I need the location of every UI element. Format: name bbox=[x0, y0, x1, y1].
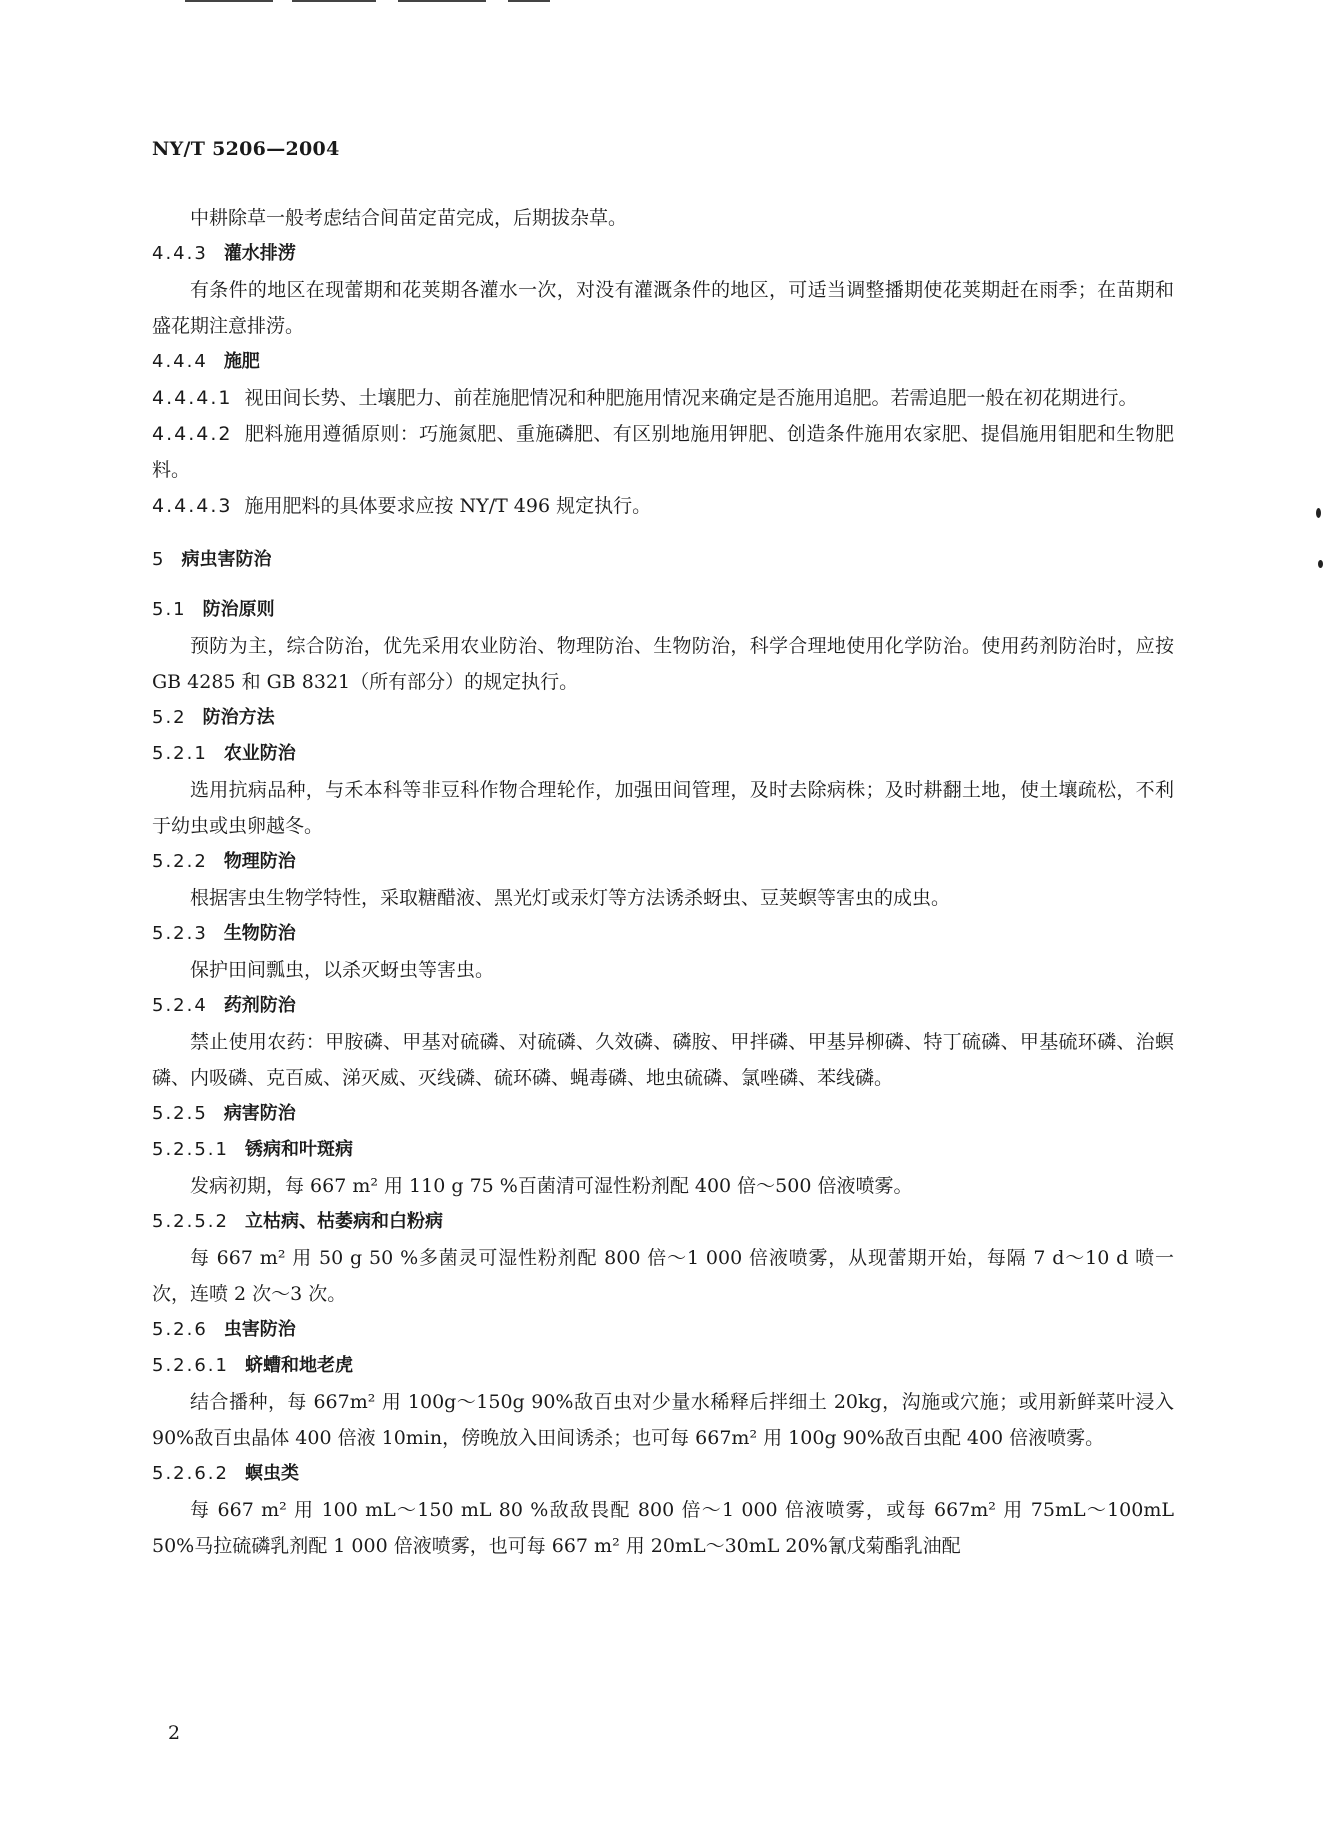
heading-title: 病害防治 bbox=[223, 1103, 296, 1124]
subsection-heading bbox=[152, 916, 1174, 952]
clause-number: 4.4.4.1 bbox=[152, 387, 233, 409]
numbered-clause bbox=[152, 488, 1174, 524]
heading-title: 蛴螬和地老虎 bbox=[244, 1355, 353, 1376]
heading-number: 5.2.5.2 bbox=[152, 1211, 229, 1232]
heading-number: 5.2.6.1 bbox=[152, 1355, 229, 1376]
paragraph: 禁止使用农药：甲胺磷、甲基对硫磷、对硫磷、久效磷、磷胺、甲拌磷、甲基异柳磷、特丁硫磷、甲基硫环磷、治螟磷、内吸磷、克百威、涕灭威、灭线磷、硫环磷、蝇毒磷、地虫硫磷、氯唑磷、苯线磷。 bbox=[152, 1031, 1174, 1089]
heading-title: 施肥 bbox=[223, 351, 260, 372]
heading-number: 5.2 bbox=[152, 707, 187, 728]
paragraph: 有条件的地区在现蕾期和花荚期各灌水一次，对没有灌溉条件的地区，可适当调整播期使花荚期赶在雨季；在苗期和盛花期注意排涝。 bbox=[152, 279, 1174, 337]
paragraph: 中耕除草一般考虑结合间苗定苗完成，后期拔杂草。 bbox=[190, 207, 628, 229]
page-number: 2 bbox=[168, 1722, 181, 1744]
heading-title: 防治方法 bbox=[202, 707, 275, 728]
numbered-clause bbox=[152, 416, 1174, 488]
scan-mark bbox=[398, 0, 486, 2]
subsection-heading bbox=[152, 1456, 1174, 1492]
subsection-heading bbox=[152, 236, 1174, 272]
heading-title: 虫害防治 bbox=[223, 1319, 296, 1340]
scan-mark bbox=[508, 0, 550, 2]
subsection-heading bbox=[152, 1312, 1174, 1348]
subsection-heading bbox=[152, 1348, 1174, 1384]
heading-number: 5.1 bbox=[152, 599, 187, 620]
subsection-heading bbox=[152, 700, 1174, 736]
heading-number: 5.2.5.1 bbox=[152, 1139, 229, 1160]
document-body bbox=[152, 200, 1174, 1564]
heading-title: 农业防治 bbox=[223, 743, 296, 764]
subsection-heading bbox=[152, 844, 1174, 880]
paragraph: 预防为主，综合防治，优先采用农业防治、物理防治、生物防治，科学合理地使用化学防治。使用药剂防治时，应按 GB 4285 和 GB 8321（所有部分）的规定执行。 bbox=[152, 635, 1174, 693]
heading-title: 病虫害防治 bbox=[181, 549, 272, 570]
subsection-heading bbox=[152, 344, 1174, 380]
heading-number: 5.2.3 bbox=[152, 923, 208, 944]
heading-number: 5.2.5 bbox=[152, 1103, 208, 1124]
paragraph: 选用抗病品种，与禾本科等非豆科作物合理轮作，加强田间管理，及时去除病株；及时耕翻土地，使土壤疏松，不利于幼虫或虫卵越冬。 bbox=[152, 779, 1174, 837]
clause-number: 4.4.4.2 bbox=[152, 423, 233, 445]
paragraph: 结合播种，每 667m² 用 100g～150g 90%敌百虫对少量水稀释后拌细土 20kg，沟施或穴施；或用新鲜菜叶浸入 90%敌百虫晶体 400 倍液 10min，傍晚放入田间诱杀；也可每 667m² 用 100g 90%敌百虫配 400 倍液喷雾。 bbox=[152, 1391, 1174, 1449]
heading-title: 螟虫类 bbox=[244, 1463, 299, 1484]
scan-smudge bbox=[1318, 560, 1323, 568]
heading-title: 立枯病、枯萎病和白粉病 bbox=[244, 1211, 443, 1232]
heading-number: 5.2.6.2 bbox=[152, 1463, 229, 1484]
paragraph: 发病初期，每 667 m² 用 110 g 75 %百菌清可湿性粉剂配 400 倍～500 倍液喷雾。 bbox=[190, 1175, 913, 1197]
heading-title: 物理防治 bbox=[223, 851, 296, 872]
clause-text: 施用肥料的具体要求应按 NY/T 496 规定执行。 bbox=[244, 495, 652, 517]
heading-number: 5.2.6 bbox=[152, 1319, 208, 1340]
heading-title: 灌水排涝 bbox=[223, 243, 296, 264]
scan-mark bbox=[292, 0, 376, 2]
subsection-heading bbox=[152, 736, 1174, 772]
heading-number: 5 bbox=[152, 549, 166, 570]
section-heading bbox=[152, 542, 1174, 578]
paragraph: 保护田间瓢虫，以杀灭蚜虫等害虫。 bbox=[190, 959, 495, 981]
standard-number: NY/T 5206—2004 bbox=[152, 138, 340, 160]
numbered-clause bbox=[152, 380, 1174, 416]
subsection-heading bbox=[152, 1204, 1174, 1240]
subsection-heading bbox=[152, 1096, 1174, 1132]
heading-title: 防治原则 bbox=[202, 599, 275, 620]
subsection-heading bbox=[152, 988, 1174, 1024]
heading-number: 5.2.1 bbox=[152, 743, 208, 764]
heading-title: 生物防治 bbox=[223, 923, 296, 944]
subsection-heading bbox=[152, 1132, 1174, 1168]
clause-text: 视田间长势、土壤肥力、前茬施肥情况和种肥施用情况来确定是否施用追肥。若需追肥一般在初花期进行。 bbox=[244, 387, 1138, 409]
heading-number: 4.4.3 bbox=[152, 243, 208, 264]
heading-number: 5.2.4 bbox=[152, 995, 208, 1016]
paragraph: 根据害虫生物学特性，采取糖醋液、黑光灯或汞灯等方法诱杀蚜虫、豆荚螟等害虫的成虫。 bbox=[190, 887, 951, 909]
clause-number: 4.4.4.3 bbox=[152, 495, 233, 517]
scan-smudge bbox=[1316, 508, 1321, 518]
heading-number: 5.2.2 bbox=[152, 851, 208, 872]
paragraph: 每 667 m² 用 50 g 50 %多菌灵可湿性粉剂配 800 倍～1 000 倍液喷雾，从现蕾期开始，每隔 7 d～10 d 喷一次，连喷 2 次～3 次。 bbox=[152, 1247, 1174, 1305]
heading-title: 药剂防治 bbox=[223, 995, 296, 1016]
paragraph: 每 667 m² 用 100 mL～150 mL 80 %敌敌畏配 800 倍～1 000 倍液喷雾，或每 667m² 用 75mL～100mL 50%马拉硫磷乳剂配 1 000 倍液喷雾，也可每 667 m² 用 20mL～30mL 20%氰戊菊酯乳油配 bbox=[152, 1499, 1174, 1557]
heading-title: 锈病和叶斑病 bbox=[244, 1139, 353, 1160]
subsection-heading bbox=[152, 592, 1174, 628]
clause-text: 肥料施用遵循原则：巧施氮肥、重施磷肥、有区别地施用钾肥、创造条件施用农家肥、提倡施用钼肥和生物肥料。 bbox=[152, 423, 1174, 481]
heading-number: 4.4.4 bbox=[152, 351, 208, 372]
scan-mark bbox=[185, 0, 273, 2]
